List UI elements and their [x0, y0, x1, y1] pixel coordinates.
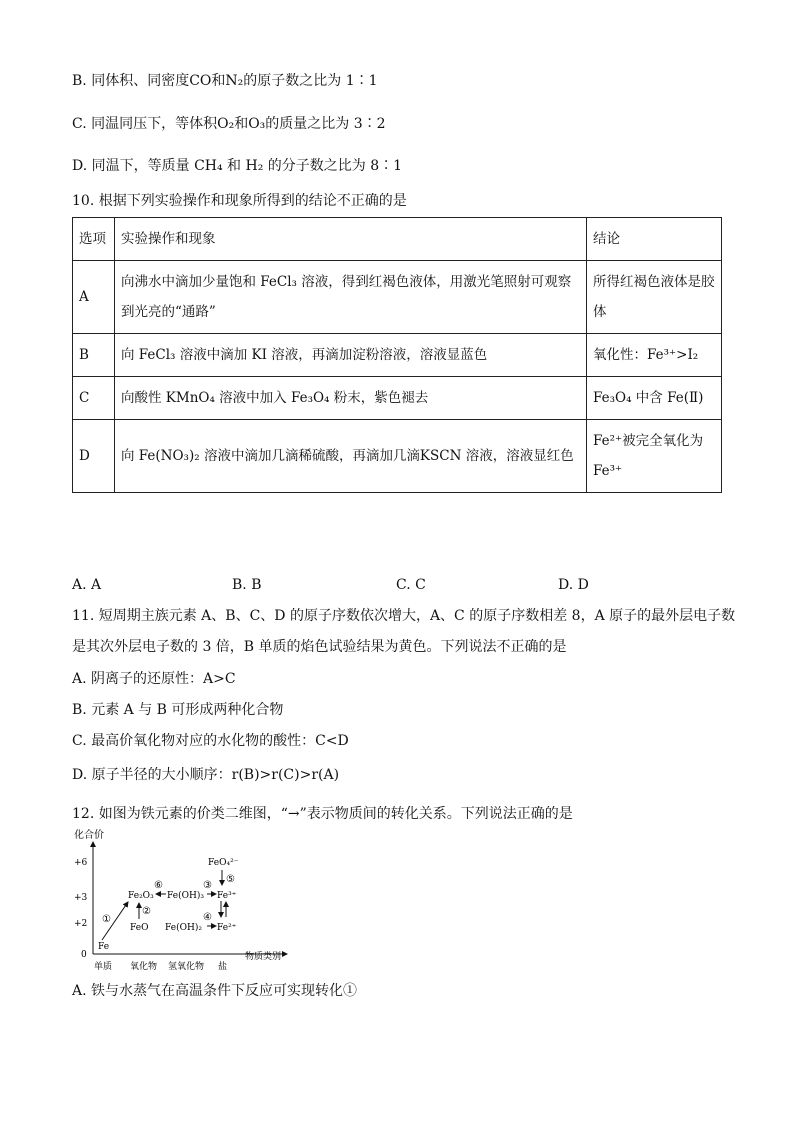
x-axis-label: 物质类别: [245, 952, 282, 962]
q9-option-b: B. 同体积、同密度CO和N₂的原子数之比为 1∶1: [72, 73, 378, 89]
row-conclusion: 所得红褐色液体是胶体: [587, 261, 722, 334]
q11-option-b: B. 元素 A 与 B 可形成两种化合物: [72, 702, 284, 718]
species-feo: FeO: [130, 923, 149, 933]
experiment-table: [72, 217, 722, 493]
header-option: 选项: [73, 218, 115, 261]
header-conclusion: 结论: [587, 218, 722, 261]
iron-valence-diagram: [72, 828, 302, 973]
row-label: B: [73, 334, 115, 377]
x-category: 氢氧化物: [168, 962, 205, 972]
q10-choice-d: D. D: [558, 577, 589, 593]
y-tick: +2: [74, 919, 88, 929]
table-header-row: [73, 218, 722, 261]
q11-option-d: D. 原子半径的大小顺序：r(B)>r(C)>r(A): [72, 767, 340, 783]
species-feoh2: Fe(OH)₂: [165, 923, 202, 933]
y-tick: 0: [81, 950, 87, 960]
row-label: D: [73, 420, 115, 493]
row-operation: 向 Fe(NO₃)₂ 溶液中滴加几滴稀硫酸，再滴加几滴KSCN 溶液，溶液显红色: [115, 420, 587, 493]
q11-stem-line1: 11. 短周期主族元素 A、B、C、D 的原子序数依次增大，A、C 的原子序数相差 8，A 原子的最外层电子数: [72, 608, 736, 624]
row-conclusion: Fe²⁺被完全氧化为Fe³⁺: [587, 420, 722, 493]
step-label: ④: [203, 912, 212, 923]
q11-option-c: C. 最高价氧化物对应的水化物的酸性：C<D: [72, 733, 349, 749]
y-axis-label: 化合价: [74, 830, 104, 841]
row-label: A: [73, 261, 115, 334]
step-label: ③: [203, 880, 212, 891]
x-category: 单质: [94, 962, 113, 972]
x-category: 氧化物: [130, 962, 158, 972]
header-operation: 实验操作和现象: [115, 218, 587, 261]
y-tick: +6: [74, 858, 88, 868]
q10-choice-a: A. A: [72, 577, 102, 593]
q12-option-a: A. 铁与水蒸气在高温条件下反应可实现转化①: [72, 983, 358, 999]
step-label: ⑤: [226, 874, 235, 885]
x-category: 盐: [218, 962, 228, 972]
q10-choice-c: C. C: [396, 577, 426, 593]
q10-choice-b: B. B: [232, 577, 262, 593]
q10-stem: 10. 根据下列实验操作和现象所得到的结论不正确的是: [72, 193, 407, 209]
row-label: C: [73, 377, 115, 420]
q9-option-c: C. 同温同压下，等体积O₂和O₃的质量之比为 3∶2: [72, 116, 386, 132]
table-row: [73, 261, 722, 334]
row-conclusion: Fe₃O₄ 中含 Fe(Ⅱ): [587, 377, 722, 420]
species-fe2: Fe²⁺: [217, 923, 237, 933]
row-operation: 向沸水中滴加少量饱和 FeCl₃ 溶液，得到红褐色液体，用激光笔照射可观察到光亮的“通路”: [115, 261, 587, 334]
y-tick: +3: [74, 893, 88, 903]
row-conclusion: 氧化性：Fe³⁺>I₂: [587, 334, 722, 377]
row-operation: 向 FeCl₃ 溶液中滴加 KI 溶液，再滴加淀粉溶液，溶液显蓝色: [115, 334, 587, 377]
table-row: [73, 420, 722, 493]
row-operation: 向酸性 KMnO₄ 溶液中加入 Fe₃O₄ 粉末，紫色褪去: [115, 377, 587, 420]
species-feo4: FeO₄²⁻: [208, 858, 239, 868]
species-fe: Fe: [98, 942, 110, 952]
table-row: [73, 377, 722, 420]
species-fe3: Fe³⁺: [217, 891, 237, 901]
step-label: ⑥: [154, 880, 163, 891]
species-fe2o3: Fe₂O₃: [128, 891, 154, 901]
q11-option-a: A. 阴离子的还原性：A>C: [72, 671, 236, 687]
q9-option-d: D. 同温下，等质量 CH₄ 和 H₂ 的分子数之比为 8∶1: [72, 158, 403, 174]
q11-stem-line2: 是其次外层电子数的 3 倍，B 单质的焰色试验结果为黄色。下列说法不正确的是: [72, 639, 567, 655]
q12-stem: 12. 如图为铁元素的价类二维图，“→”表示物质间的转化关系。下列说法正确的是: [72, 806, 573, 822]
step-label: ①: [102, 914, 111, 925]
table-row: [73, 334, 722, 377]
step-label: ②: [142, 906, 151, 917]
species-feoh3: Fe(OH)₃: [167, 891, 204, 901]
